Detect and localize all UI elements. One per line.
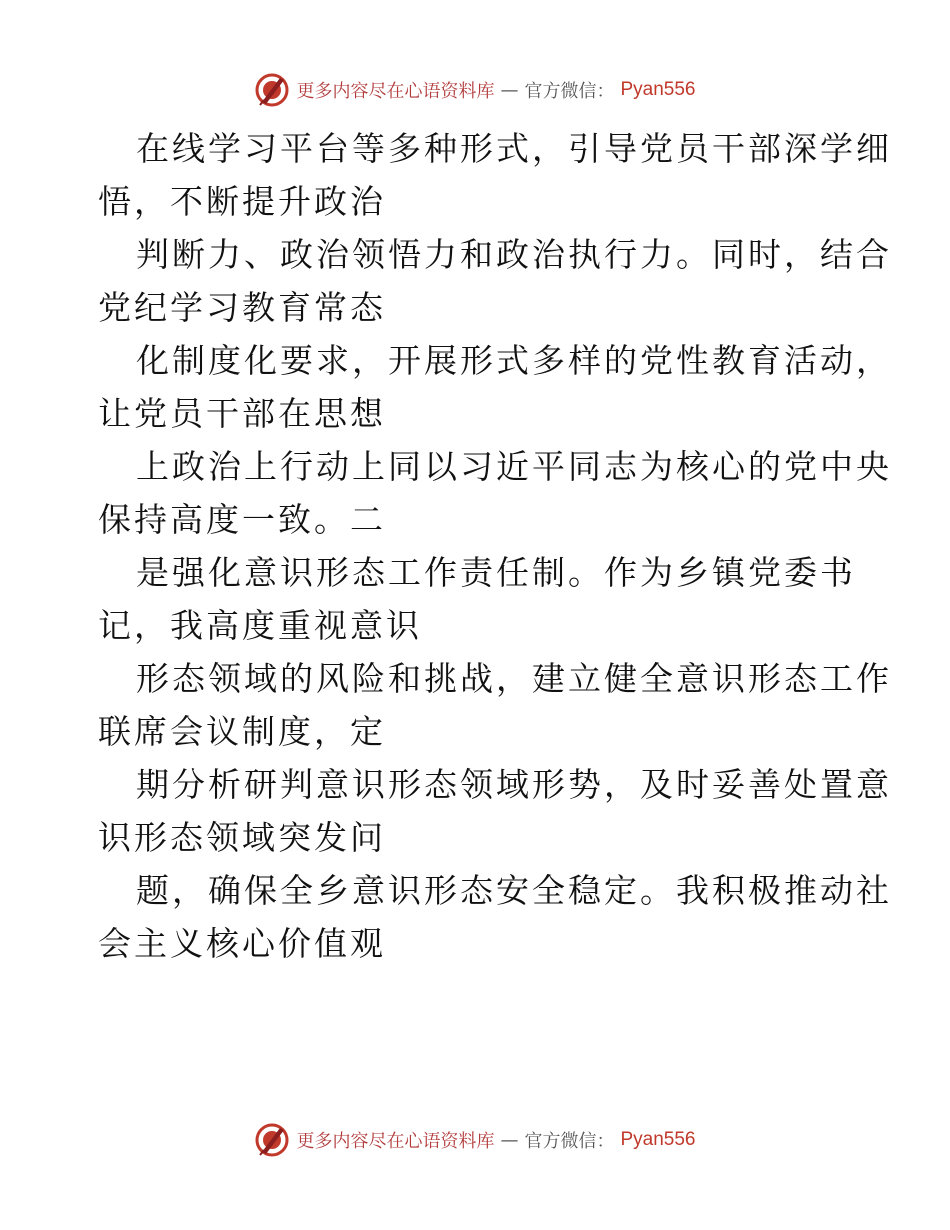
text-line: 会主义核心价值观	[98, 924, 386, 963]
text-line: 期分析研判意识形态领域形势，及时妥善处置意	[136, 765, 892, 804]
banner-dash: —	[500, 1129, 519, 1151]
header-banner	[0, 68, 950, 112]
text-line: 悟，不断提升政治	[98, 182, 386, 221]
text-line: 上政治上行动上同以习近平同志为核心的党中央	[136, 447, 892, 486]
quill-pen-logo-icon	[254, 72, 290, 108]
text-line: 题，确保全乡意识形态安全稳定。我积极推动社	[136, 871, 892, 910]
banner-wechat-label: 官方微信：	[524, 1131, 615, 1152]
text-line: 识形态领域突发问	[98, 818, 386, 857]
text-line: 党纪学习教育常态	[98, 288, 386, 327]
text-line: 化制度化要求，开展形式多样的党性教育活动，	[136, 341, 892, 380]
banner-dash: —	[500, 79, 519, 101]
text-line: 联席会议制度，定	[98, 712, 386, 751]
banner-wechat-id: Pyan556	[620, 1129, 696, 1150]
quill-pen-logo-icon	[254, 1122, 290, 1158]
text-line: 让党员干部在思想	[98, 394, 386, 433]
banner-site-text: 更多内容尽在心语资料库	[296, 81, 495, 102]
text-line: 是强化意识形态工作责任制。作为乡镇党委书	[136, 553, 856, 592]
text-line: 判断力、政治领悟力和政治执行力。同时，结合	[136, 235, 892, 274]
footer-banner	[0, 1118, 950, 1162]
text-line: 形态领域的风险和挑战，建立健全意识形态工作	[136, 659, 892, 698]
document-body	[98, 122, 892, 970]
text-line: 保持高度一致。二	[98, 500, 386, 539]
banner-wechat-id: Pyan556	[620, 79, 696, 100]
banner-wechat-label: 官方微信：	[524, 81, 615, 102]
text-line: 记，我高度重视意识	[98, 606, 422, 645]
banner-site-text: 更多内容尽在心语资料库	[296, 1131, 495, 1152]
text-line: 在线学习平台等多种形式，引导党员干部深学细	[136, 129, 892, 168]
